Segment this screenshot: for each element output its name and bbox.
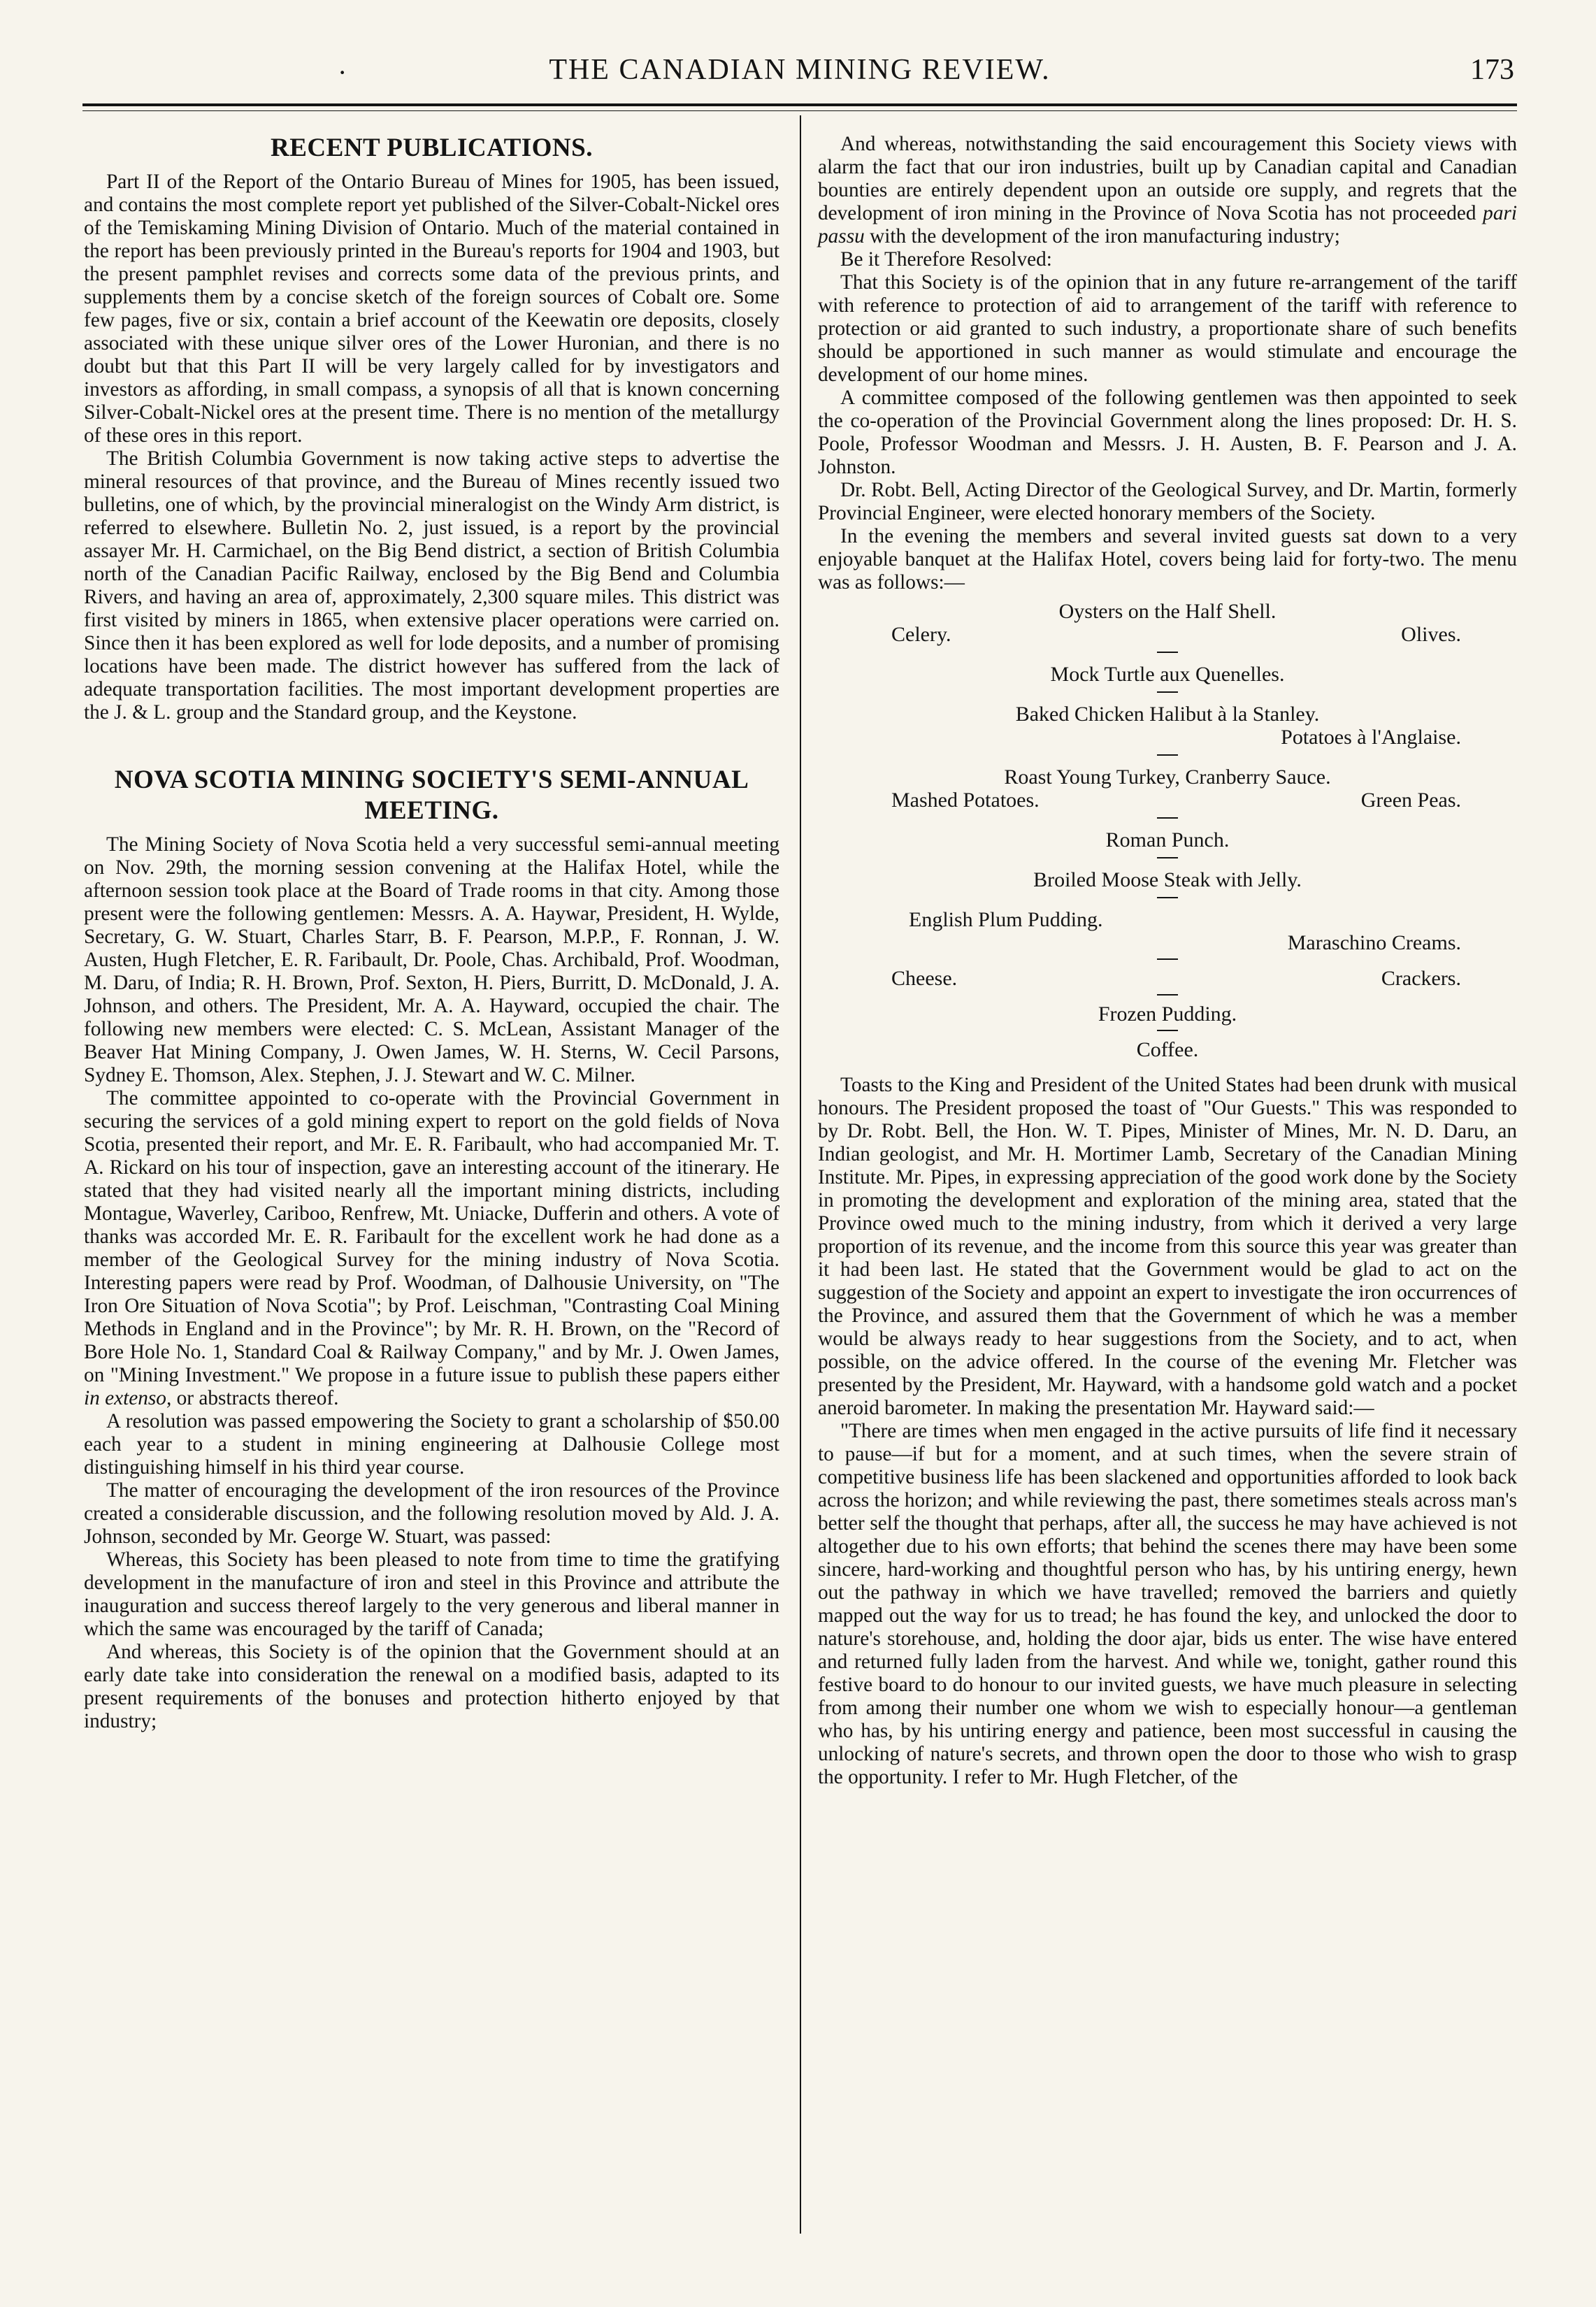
recent-paragraph-1: Part II of the Report of the Ontario Bureau of Mines for 1905, has been issued, and contains the most complete report yet published of the Silver-Cobalt-Nickel ores of the Temiskaming Mining Division of Ontario. Much of the material contained in the report has been previously printed in the Bureau's reports for 1904 and 1903, but the present pamphlet revises and corrects some data of the previous prints, and supplements them by a concise sketch of the foreign sources of Cobalt ore. Some few pages, five or six, contain a brief account of the Keewatin ore deposits, closely associated with these unique silver ores of the Lower Huronian, and there is no doubt but that this Part II will be very largely called for by investigators and investors as affording, in small compass, a synopsis of all that is known concerning Silver-Cobalt-Nickel ores at the present time. There is no mention of the metallurgy of these ores in this report. — [84, 171, 779, 447]
nova-scotia-title — [84, 765, 779, 826]
menu-separator — [1157, 857, 1178, 858]
header-rule-thin — [82, 110, 1517, 111]
page-header — [82, 50, 1517, 99]
menu-separator — [1157, 691, 1178, 693]
nova-paragraph-2 — [84, 1087, 779, 1410]
menu-row — [818, 623, 1517, 646]
menu-item: Mashed Potatoes. — [891, 789, 1040, 812]
right-paragraph-3: That this Society is of the opinion that in any future re-arrangement of the tariff with reference to protection of aid to arrangement of the tariff with reference to protection or aid granted to such industry, a proportionate share of such benefits should be apportioned in such manner as would stimulate and encourage the development of our home mines. — [818, 271, 1517, 386]
recent-paragraph-2: The British Columbia Government is now taking active steps to advertise the mineral resources of that province, and the Bureau of Mines recently issued two bulletins, one of which, by the provincial mineralogist on the Windy Arm district, is referred to elsewhere. Bulletin No. 2, just issued, is a report by the provincial assayer Mr. H. Carmichael, on the Big Bend district, a section of British Columbia north of the Canadian Pacific Railway, enclosed by the Big Bend and Columbia Rivers, and having an area of, approximately, 2,300 square miles. This district was first visited by miners in 1865, when extensive placer operations were carried on. Since then it has been explored as well for lode deposits, and a number of promising locations have been made. The district however has suffered from the lack of adequate transportation facilities. The most important development properties are the J. & L. group and the Standard group, and the Keystone. — [84, 447, 779, 724]
menu-item: Cheese. — [891, 967, 958, 990]
right-paragraph-8: "There are times when men engaged in the active pursuits of life find it necessary to pause—if but for a moment, and at such times, when the severe strain of competitive business life has been slackened and opportunities afforded to look back across the horizon; and while reviewing the past, there sometimes steals across man's better self the thought that perhaps, after all, the success he may have achieved is not altogether due to his own efforts; that behind the scenes there may have been some sincere, hard-working and thoughtful person who has, by his untiring energy, hewn out the pathway in which we have travelled; removed the barriers and quietly mapped out the way for us to tread; he has found the key, and unlocked the door to nature's storehouse, and, holding the door ajar, bids us enter. The wise have entered and returned fully laden from the harvest. And while we, tonight, gather round this festive board to do honour to our invited guests, we have much pleasure in selecting from among their number one whom we wish to especially honour—a gentleman who has, by his untiring energy and patience, been most successful in causing the unlocking of nature's secrets, and thrown open the door to those who wish to grasp the opportunity. I refer to Mr. Hugh Fletcher, of the — [818, 1420, 1517, 1788]
menu-item: Broiled Moose Steak with Jelly. — [1033, 868, 1302, 891]
nova-paragraph-3: A resolution was passed empowering the Society to grant a scholarship of $50.00 each year to a student in mining engineering at Dalhousie College most distinguishing himself in his third year course. — [84, 1410, 779, 1479]
recent-publications-title: RECENT PUBLICATIONS. — [271, 134, 593, 162]
header-rule-thick — [82, 103, 1517, 106]
menu-item: Mock Turtle aux Quenelles. — [1050, 663, 1285, 686]
column-divider — [800, 115, 801, 2234]
right-paragraph-7: Toasts to the King and President of the United States had been drunk with musical honours. The President proposed the toast of "Our Guests." This was responded to by Dr. Robt. Bell, the Hon. W. T. Pipes, Minister of Mines, Mr. N. D. Daru, an Indian geologist, and Mr. H. Mortimer Lamb, Secretary of the Canadian Mining Institute. Mr. Pipes, in expressing appreciation of the good work done by the Society in promoting the development and exploration of the mining area, stated that the Province owed much to the mining industry, from which it derived a very large proportion of its revenue, and the income from this source this year was greater than it had been last. He stated that the Government would be glad to act on the suggestion of the Society and appoint an expert to investigate the iron occurrences of the Province, and assured them that the Government of which he was a member would be always ready to hear suggestions from the Society, and to act, when possible, on the advice offered. In the course of the evening Mr. Fletcher was presented by the President, Mr. Hayward, with a handsome gold watch and a pocket aneroid barometer. In making the presentation Mr. Hayward said:— — [818, 1074, 1517, 1419]
right-paragraph-4: A committee composed of the following gentlemen was then appointed to seek the co-operation of the Provincial Government along the lines proposed: Dr. H. S. Poole, Professor Woodman and Messrs. J. H. Austen, B. F. Pearson and J. A. Johnston. — [818, 387, 1517, 478]
nova-paragraph-6: And whereas, this Society is of the opinion that the Government should at an early date take into consideration the renewal on a modified basis, adapted to its present requirements of the bonuses and protection hitherto enjoyed by that industry; — [84, 1641, 779, 1732]
menu-separator — [1157, 652, 1178, 653]
menu-item: Celery. — [891, 623, 951, 646]
menu-separator — [1157, 817, 1178, 819]
menu-item: English Plum Pudding. — [909, 908, 1103, 931]
menu-separator — [1157, 1030, 1178, 1031]
nova-paragraph-2-italic: in extenso, — [84, 1387, 172, 1409]
header-dot: · — [338, 57, 347, 88]
menu-row — [818, 967, 1517, 990]
nova-scotia-title-line-2: MEETING. — [364, 796, 499, 825]
nova-paragraph-1: The Mining Society of Nova Scotia held a very successful semi-annual meeting on Nov. 29th, the morning session convening at the Halifax Hotel, while the afternoon session took place at the Board of Trade rooms in that city. Among those present were the following gentlemen: Messrs. A. A. Haywar, President, H. Wylde, Secretary, G. W. Stuart, Charles Starr, B. F. Pearson, M.P.P., F. Ronnan, J. W. Austen, Hugh Fletcher, E. R. Faribault, Dr. Poole, Chas. Archibald, Prof. Woodman, M. Daru, of India; R. H. Brown, Prof. Sexton, H. Piers, Burritt, D. McDonald, J. A. Johnson, and others. The President, Mr. A. A. Hayward, occupied the chair. The following new members were elected: C. S. McLean, Assistant Manager of the Beaver Hat Mining Company, J. Owen James, W. H. Sterns, W. Cecil Parsons, Sydney E. Thomson, Alex. Stephen, J. J. Stewart and W. C. Milner. — [84, 833, 779, 1086]
left-column — [84, 133, 779, 1733]
nova-scotia-title-line-1: NOVA SCOTIA MINING SOCIETY'S SEMI-ANNUAL — [114, 766, 749, 794]
menu-item: Roman Punch. — [1105, 828, 1230, 851]
page-number: 173 — [1470, 54, 1514, 86]
right-paragraph-1-end: with the development of the iron manufacturing industry; — [870, 225, 1340, 247]
menu-separator — [1157, 958, 1178, 960]
right-paragraph-5: Dr. Robt. Bell, Acting Director of the Geological Survey, and Dr. Martin, formerly Provincial Engineer, were elected honorary members of the Society. — [818, 479, 1517, 524]
right-paragraph-2: Be it Therefore Resolved: — [840, 248, 1052, 271]
banquet-menu — [818, 600, 1517, 1061]
nova-paragraph-5: Whereas, this Society has been pleased to note from time to time the gratifying development in the manufacture of iron and steel in this Province and attribute the inauguration and success thereof largely to the very generous and liberal manner in which the same was encouraged by the tariff of Canada; — [84, 1548, 779, 1640]
nova-paragraph-2-end: or abstracts thereof. — [176, 1387, 339, 1409]
menu-item: Coffee. — [1136, 1038, 1199, 1061]
menu-separator — [1157, 754, 1178, 756]
nova-paragraph-4: The matter of encouraging the development of the iron resources of the Province created a considerable discussion, and the following resolution moved by Ald. J. A. Johnson, seconded by Mr. George W. Stuart, was passed: — [84, 1479, 779, 1548]
right-paragraph-6: In the evening the members and several invited guests sat down to a very enjoyable banquet at the Halifax Hotel, covers being laid for forty-two. The menu was as follows:— — [818, 525, 1517, 594]
right-paragraph-1 — [818, 133, 1517, 248]
menu-item: Baked Chicken Halibut à la Stanley. — [1015, 703, 1320, 726]
menu-item: Maraschino Creams. — [1287, 931, 1461, 954]
menu-item: Olives. — [1401, 623, 1461, 646]
menu-item: Frozen Pudding. — [1098, 1002, 1237, 1026]
menu-item: Crackers. — [1381, 967, 1461, 990]
right-paragraph-1-italic: pari passu — [818, 202, 1518, 247]
menu-separator — [1157, 994, 1178, 996]
menu-item: Green Peas. — [1360, 789, 1461, 812]
menu-separator — [1157, 897, 1178, 898]
right-paragraph-1-text: And whereas, notwithstanding the said encouragement this Society views with alarm the fact that our iron industries, built up by Canadian capital and Canadian bounties are entirely dependent upon an outside ore supply, and regrets that the development of iron mining in the Province of Nova Scotia has not proceeded — [818, 133, 1517, 224]
menu-item: Roast Young Turkey, Cranberry Sauce. — [1004, 766, 1331, 789]
menu-item: Potatoes à l'Anglaise. — [1281, 726, 1461, 749]
right-column — [818, 133, 1517, 1789]
menu-item: Oysters on the Half Shell. — [1058, 600, 1277, 623]
running-title: THE CANADIAN MINING REVIEW. — [549, 54, 1051, 86]
nova-paragraph-2-text: The committee appointed to co-operate with the Provincial Government in securing the services of a gold mining expert to report on the gold fields of Nova Scotia, presented their report, and Mr. E. R. Faribault, who had accompanied Mr. T. A. Rickard on his tour of inspection, gave an interesting account of the itinerary. He stated that they had visited nearly all the important mining districts, including Montague, Waverley, Cariboo, Renfrew, Mt. Uniacke, Dufferin and others. A vote of thanks was accorded Mr. E. R. Faribault for the excellent work he had done as a member of the Geological Survey for the mining industry of Nova Scotia. Interesting papers were read by Prof. Woodman, of Dalhousie University, on "The Iron Ore Situation of Nova Scotia"; by Prof. Leischman, "Contrasting Coal Mining Methods in England and in the Province"; by Mr. R. H. Brown, on the "Record of Bore Hole No. 1, Standard Coal & Railway Company," and by Mr. J. Owen James, on "Mining Investment." We propose in a future issue to publish these papers either — [84, 1087, 779, 1386]
menu-row — [818, 789, 1517, 812]
